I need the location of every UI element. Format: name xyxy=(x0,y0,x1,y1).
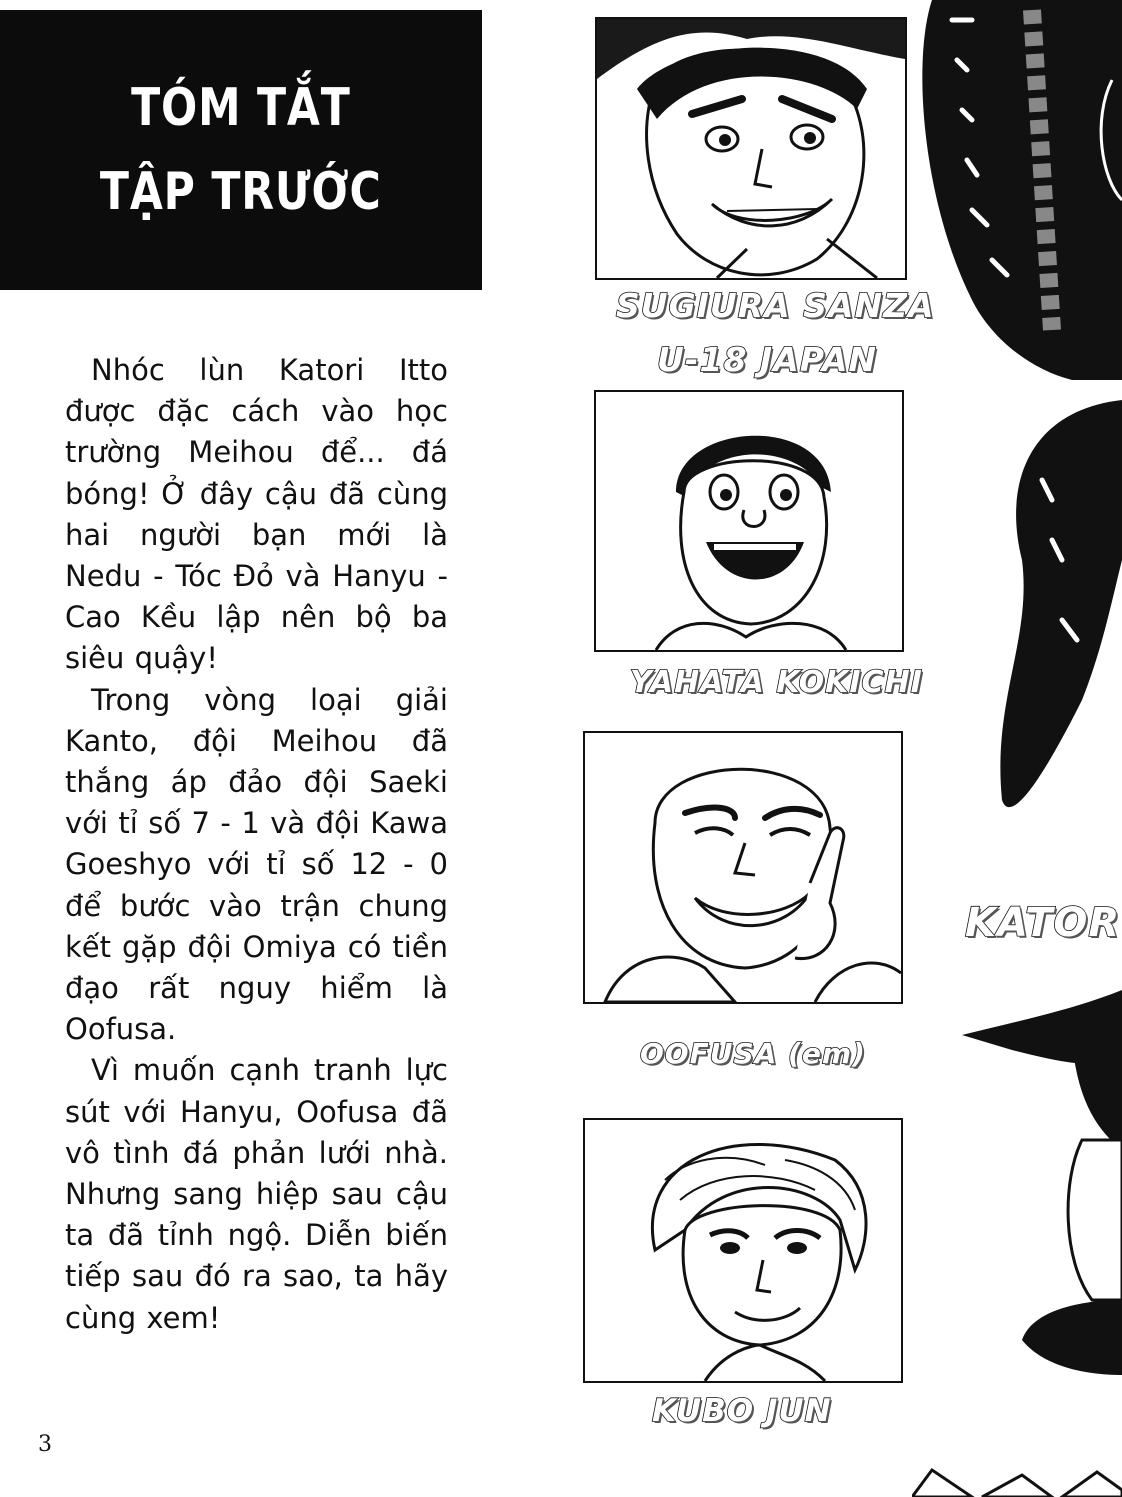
portrait-yahata-icon xyxy=(594,390,904,652)
character-name-sugiura: SUGIURA SANZA xyxy=(616,286,935,325)
character-team-sugiura: U-18 JAPAN xyxy=(657,340,878,379)
title-line-1: TÓM TẮT xyxy=(131,78,351,138)
side-label-katori: KATOR xyxy=(965,900,1121,946)
page-number: 3 xyxy=(38,1432,52,1457)
summary-text xyxy=(65,350,448,1339)
summary-paragraph: Nhóc lùn Katori Itto được đặc cách vào học trường Meihou để... đá bóng! Ở đây cậu đã cùng hai người bạn mới là Nedu - Tóc Đỏ và Hanyu - Cao Kều lập nên bộ ba siêu quậy! xyxy=(65,353,448,676)
portrait-oofusa-icon xyxy=(583,731,903,1004)
portrait-kubo-icon xyxy=(583,1118,903,1383)
character-name-oofusa: OOFUSA (em) xyxy=(640,1037,866,1070)
summary-paragraph: Vì muốn cạnh tranh lực sút với Hanyu, Oofusa đã vô tình đá phản lưới nhà. Nhưng sang hiệp sau cậu ta đã tỉnh ngộ. Diễn biến tiếp sau đó ra sao, ta hãy cùng xem! xyxy=(65,1053,448,1335)
title-banner xyxy=(0,10,482,290)
title-line-2: TẬP TRƯỚC xyxy=(100,162,382,222)
character-name-kubo: KUBO JUN xyxy=(652,1393,832,1429)
summary-paragraph: Trong vòng loại giải Kanto, đội Meihou đã thắng áp đảo đội Saeki với tỉ số 7 - 1 và đội Kawa Goeshyo với tỉ số 12 - 0 để bước vào trận chung kết gặp đội Omiya có tiền đạo rất nguy hiểm là Oofusa. xyxy=(65,682,448,1047)
butterfly-artwork-icon xyxy=(912,0,1122,1497)
portrait-sugiura-icon xyxy=(595,17,907,280)
character-name-yahata: YAHATA KOKICHI xyxy=(630,665,923,700)
